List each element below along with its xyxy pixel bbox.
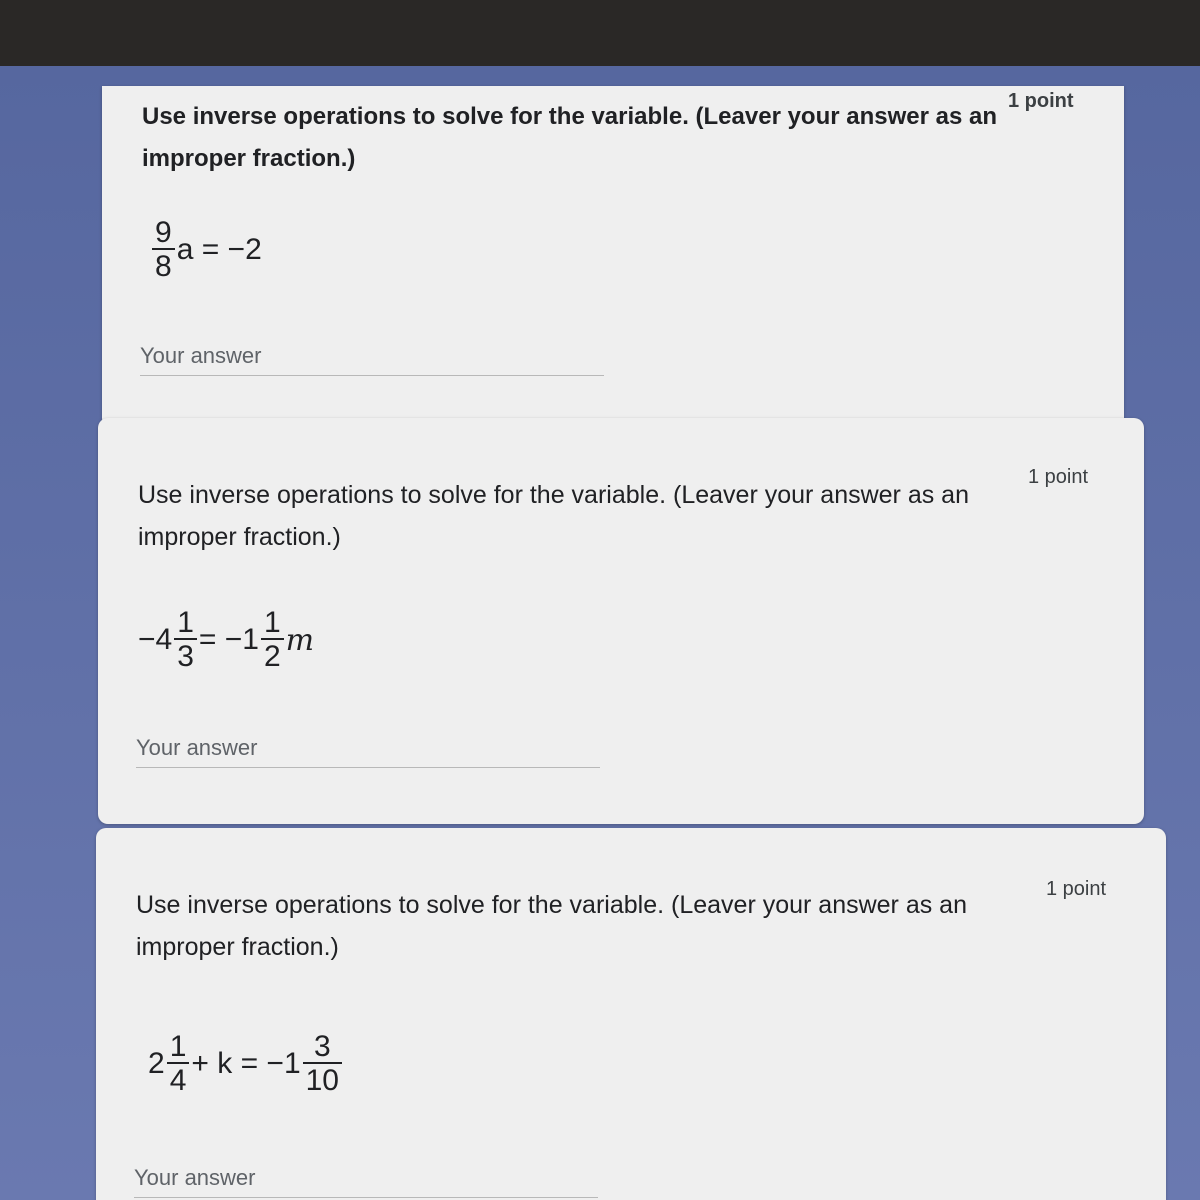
fraction [261,608,284,672]
lhs-whole: −4 [138,623,173,656]
equation-rest: a = −2 [176,233,262,266]
fraction-numerator: 9 [155,216,172,249]
points-label: 1 point [1046,878,1107,900]
fraction-denominator: 3 [174,638,197,672]
question-card-3 [96,828,1166,1200]
fraction [303,1032,342,1096]
variable: m [285,622,315,658]
fraction-numerator: 3 [313,1030,331,1063]
fraction-numerator: 1 [177,606,194,639]
fraction-numerator: 1 [169,1030,187,1063]
answer-input[interactable]: Your answer [136,728,600,768]
answer-input[interactable]: Your answer [134,1158,598,1198]
monitor-bezel [0,0,1200,66]
equation-middle: = −1 [198,623,259,656]
equation [150,218,262,282]
question-text: Use inverse operations to solve for the variable. (Leaver your answer as an improper fraction.) [142,103,997,172]
fraction-numerator: 1 [263,606,281,639]
fraction-denominator: 10 [303,1062,342,1096]
fraction-denominator: 8 [152,248,175,282]
question-card-1 [102,86,1124,428]
fraction [174,608,197,672]
fraction-denominator: 4 [167,1062,190,1096]
lhs-whole: 2 [148,1047,165,1080]
equation [148,1032,344,1096]
points-label: 1 point [1028,466,1089,488]
fraction-denominator: 2 [261,638,284,672]
question-card-2 [98,418,1144,824]
fraction [167,1032,190,1096]
answer-input[interactable]: Your answer [140,336,604,376]
points-label: 1 point [1008,90,1074,112]
form-page [0,66,1200,1200]
question-text: Use inverse operations to solve for the variable. (Leaver your answer as an improper fraction.) [138,481,969,551]
question-text: Use inverse operations to solve for the variable. (Leaver your answer as an improper fraction.) [136,891,967,961]
equation-middle: + k = −1 [191,1047,301,1080]
fraction [152,218,175,282]
equation [138,608,314,672]
